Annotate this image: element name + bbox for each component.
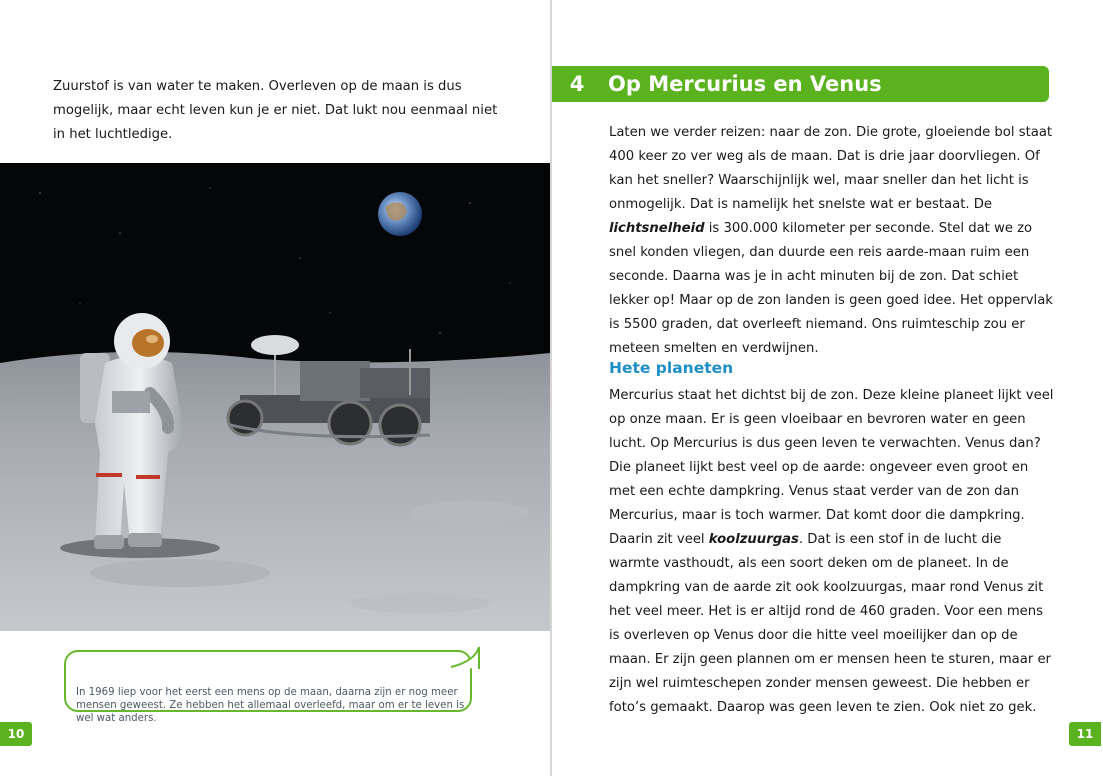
text-run: . Dat is een stof in de lucht die warmte vasthoudt, als een soort deken om de planeet. In de dampkring van de aarde zit ook koolzuurgas, maar rond Venus zit het veel meer. Het is er altijd rond de 460 graden. Voor een mens is overleven op Venus door die hitte veel moeilijker dan op de maan. Er zijn geen plannen om er mensen heen te sturen, maar er zijn wel ruimteschepen zonder mensen geweest. Die hebben er foto’s gemaakt. Daarop was geen leven te zien. Ook niet zo gek. bbox=[609, 532, 1051, 715]
photo-caption: In 1969 liep voor het eerst een mens op de maan, daarna zijn er nog meer mensen geweest. Ze hebben het allemaal overleefd, maar om er te leven is wel wat anders. bbox=[76, 687, 465, 724]
text-run: Laten we verder reizen: naar de zon. Die grote, gloeiende bol staat 400 keer zo ver weg als de maan. Dat is drie jaar doorvliegen. Of kan het sneller? Waarschijnlijk wel, maar sneller dan het licht is onmogelijk. Dat is namelijk het snelste wat er bestaat. De bbox=[609, 125, 1053, 212]
page-number-left: 10 bbox=[0, 722, 32, 746]
caption-bubble-tail bbox=[449, 645, 483, 669]
body-paragraph-2 bbox=[609, 384, 1054, 720]
text-run: is 300.000 kilometer per seconde. Stel dat we zo snel konden vliegen, dan duurde een reis aarde-maan ruim een seconde. Daarna was je in acht minuten bij de zon. Dat schiet lekker op! Maar op de zon landen is geen goed idee. Het oppervlak is 5500 graden, dat overleeft niemand. Ons ruimteschip zou er meteen smelten en verdwijnen. bbox=[609, 221, 1053, 356]
chapter-title: Op Mercurius en Venus bbox=[608, 72, 882, 96]
moon-astronaut-photo bbox=[0, 163, 550, 631]
key-term-koolzuurgas: koolzuurgas bbox=[708, 532, 799, 547]
page-number-right: 11 bbox=[1069, 722, 1101, 746]
left-page bbox=[0, 0, 550, 776]
body-paragraph-1 bbox=[609, 121, 1054, 361]
chapter-header bbox=[552, 66, 1049, 102]
caption-bubble bbox=[64, 650, 472, 724]
section-subheading: Hete planeten bbox=[609, 359, 734, 377]
key-term-lichtsnelheid: lichtsnelheid bbox=[609, 221, 705, 236]
chapter-number: 4 bbox=[569, 72, 585, 96]
intro-paragraph: Zuurstof is van water te maken. Overleven op de maan is dus mogelijk, maar echt leven kun je er niet. Dat lukt nou eenmaal niet in het luchtledige. bbox=[53, 79, 498, 142]
right-page bbox=[552, 0, 1103, 776]
text-run: Mercurius staat het dichtst bij de zon. Deze kleine planeet lijkt veel op onze maan. Er is geen vloeibaar en bevroren water en geen lucht. Op Mercurius is dus geen leven te verwachten. Venus dan? Die planeet lijkt best veel op de aarde: ongeveer even groot en met een echte dampkring. Venus staat verder van de zon dan Mercurius, maar is toch warmer. Dat komt door die dampkring. Daarin zit veel bbox=[609, 388, 1054, 547]
